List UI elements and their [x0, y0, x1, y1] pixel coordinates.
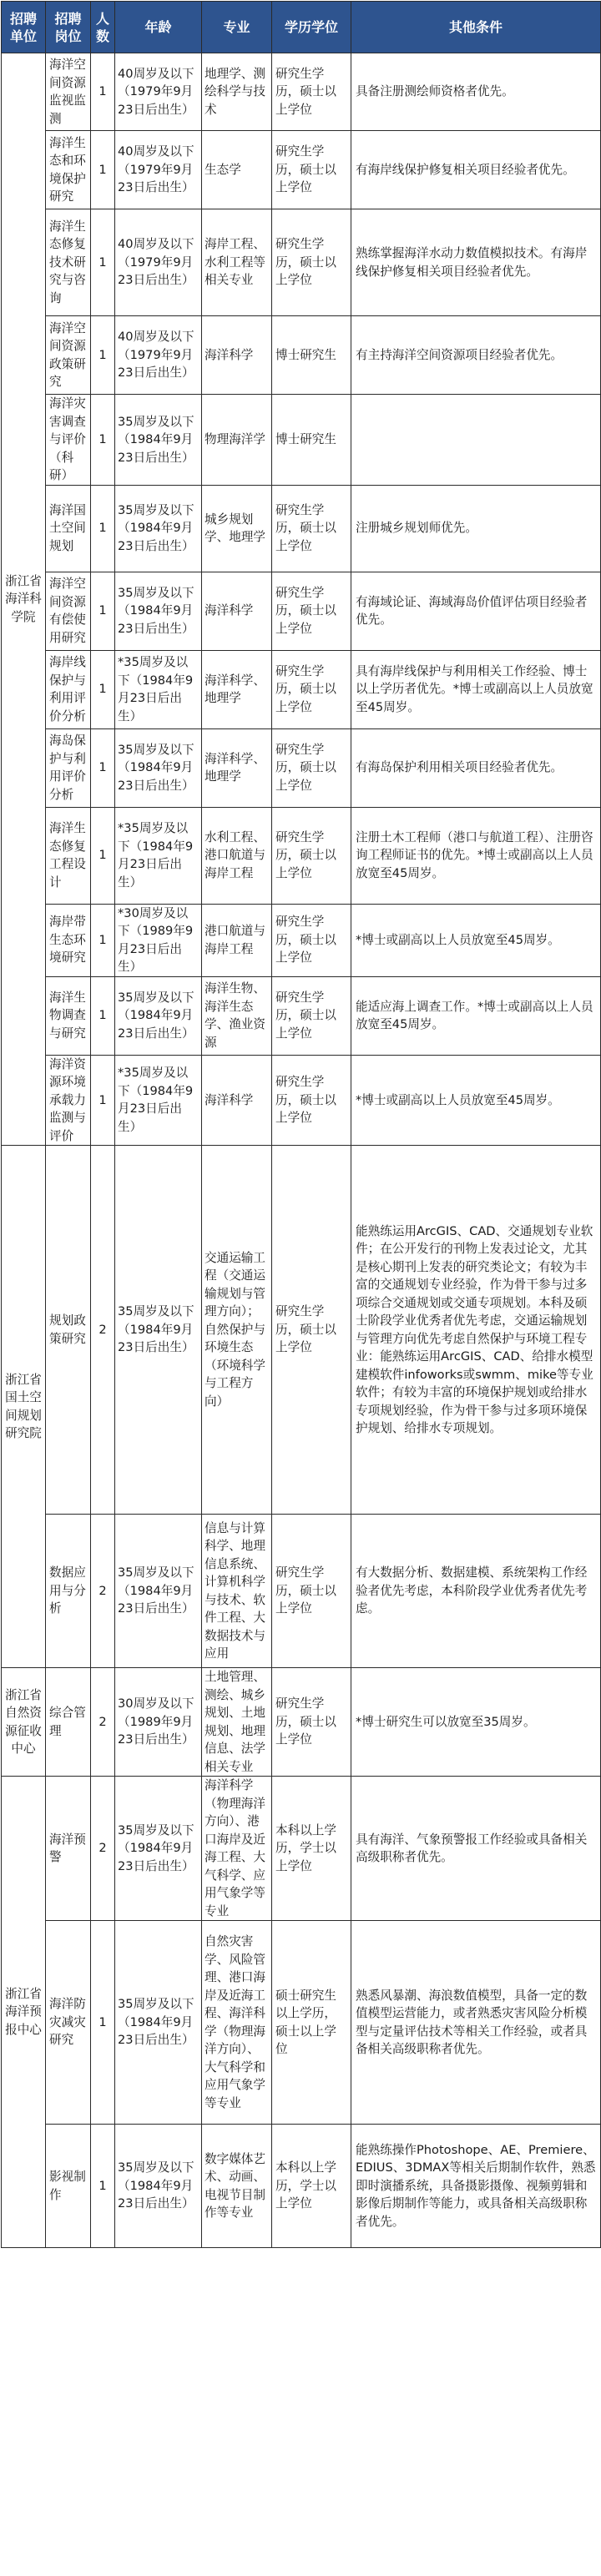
major-cell: 港口航道与海岸工程	[202, 904, 272, 976]
position-cell: 海洋预警	[46, 1777, 91, 1921]
major-cell: 地理学、测绘科学与技术	[202, 53, 272, 131]
degree-cell: 研究生学历，硕士以上学位	[272, 807, 351, 904]
degree-cell: 研究生学历，硕士以上学位	[272, 650, 351, 728]
degree-cell: 本科以上学历，学士以上学位	[272, 2125, 351, 2248]
position-cell: 海洋国土空间规划	[46, 485, 91, 572]
other-cell: 有海岛保护利用相关项目经验者优先。	[351, 728, 601, 807]
header-degree: 学历学位	[272, 2, 351, 53]
position-cell: 海洋空间资源监视监测	[46, 53, 91, 131]
table-row	[2, 395, 601, 486]
table-row	[2, 1515, 601, 1668]
major-cell: 土地管理、测绘、城乡规划、土地规划、地理信息、法学相关专业	[202, 1668, 272, 1777]
major-cell: 海洋科学、地理学	[202, 728, 272, 807]
age-cell: *35周岁及以下（1984年9月23日后出生）	[115, 650, 202, 728]
unit-cell: 浙江省国土空间规划研究院	[2, 1146, 46, 1668]
position-cell: 海岛保护与利用评价分析	[46, 728, 91, 807]
unit-cell: 浙江省自然资源征收中心	[2, 1668, 46, 1777]
major-cell: 城乡规划学、地理学	[202, 485, 272, 572]
recruitment-table	[1, 1, 601, 2248]
major-cell: 海洋科学	[202, 316, 272, 395]
table-row	[2, 572, 601, 650]
count-cell: 2	[91, 1515, 115, 1668]
table-row	[2, 1146, 601, 1515]
other-cell: 有主持海洋空间资源项目经验者优先。	[351, 316, 601, 395]
other-cell: 注册城乡规划师优先。	[351, 485, 601, 572]
count-cell: 1	[91, 650, 115, 728]
table-row	[2, 2125, 601, 2248]
degree-cell: 研究生学历，硕士以上学位	[272, 209, 351, 316]
degree-cell: 研究生学历，硕士以上学位	[272, 572, 351, 650]
major-cell: 水利工程、港口航道与海岸工程	[202, 807, 272, 904]
age-cell: 30周岁及以下（1989年9月23日后出生）	[115, 1668, 202, 1777]
major-cell: 数字媒体艺术、动画、电视节目制作等专业	[202, 2125, 272, 2248]
degree-cell: 研究生学历，硕士以上学位	[272, 131, 351, 209]
other-cell: *博士或副高以上人员放宽至45周岁。	[351, 1055, 601, 1146]
other-cell: 有大数据分析、数据建模、系统架构工作经验者优先考虑，本科阶段学业优秀者优先考虑。	[351, 1515, 601, 1668]
age-cell: 35周岁及以下（1984年9月23日后出生）	[115, 1777, 202, 1921]
position-cell: 海岸线保护与利用评价分析	[46, 650, 91, 728]
age-cell: 35周岁及以下（1984年9月23日后出生）	[115, 395, 202, 486]
age-cell: 35周岁及以下（1984年9月23日后出生）	[115, 2125, 202, 2248]
header-row	[2, 2, 601, 53]
table-row	[2, 728, 601, 807]
position-cell: 海洋防灾减灾研究	[46, 1921, 91, 2125]
major-cell: 交通运输工程（交通运输规划与管理方向）；自然保护与环境生态（环境科学与工程方向）	[202, 1146, 272, 1515]
table-row	[2, 1055, 601, 1146]
table-row	[2, 316, 601, 395]
degree-cell: 研究生学历，硕士以上学位	[272, 728, 351, 807]
age-cell: 35周岁及以下（1984年9月23日后出生）	[115, 572, 202, 650]
count-cell: 1	[91, 131, 115, 209]
table-row	[2, 1668, 601, 1777]
major-cell: 海洋科学	[202, 1055, 272, 1146]
degree-cell: 博士研究生	[272, 395, 351, 486]
count-cell: 1	[91, 728, 115, 807]
degree-cell: 本科以上学历，学士以上学位	[272, 1777, 351, 1921]
position-cell: 综合管理	[46, 1668, 91, 1777]
table-row	[2, 209, 601, 316]
degree-cell: 硕士研究生以上学历，硕士以上学位	[272, 1921, 351, 2125]
table-row	[2, 53, 601, 131]
count-cell: 1	[91, 976, 115, 1055]
position-cell: 海洋空间资源政策研究	[46, 316, 91, 395]
other-cell: 有海域论证、海域海岛价值评估项目经验者优先。	[351, 572, 601, 650]
table-row	[2, 1777, 601, 1921]
position-cell: 海洋灾害调查与评价（科研）	[46, 395, 91, 486]
count-cell: 1	[91, 1921, 115, 2125]
header-age: 年龄	[115, 2, 202, 53]
other-cell: 熟悉风暴潮、海浪数值模型，具备一定的数值模型运营能力，或者熟悉灾害风险分析模型与定量评估技术等相关工作经验，或者具备相关高级职称者优先。	[351, 1921, 601, 2125]
other-cell: 具有海岸线保护与利用相关工作经验、博士以上学历者优先。*博士或副高以上人员放宽至45周岁。	[351, 650, 601, 728]
count-cell: 1	[91, 53, 115, 131]
table-row	[2, 650, 601, 728]
other-cell	[351, 395, 601, 486]
other-cell: 能熟练运用ArcGIS、CAD、交通规划专业软件；在公开发行的刊物上发表过论文，尤其是核心期刊上发表的研究类论文；有较为丰富的交通规划专业经验，作为骨干参与过多项综合交通规划或交通专项规划。本科及硕士阶段学业优秀者优先考虑，交通运输规划与管理方向优先考虑自然保护与环境工程专业：能熟练运用ArcGIS、CAD、给排水模型建模软件infoworks或swmm、mike等专业软件；有较为丰富的环境保护规划或给排水专项规划经验，作为骨干参与过多项环境保护规划、给排水专项规划。	[351, 1146, 601, 1515]
degree-cell: 研究生学历，硕士以上学位	[272, 1146, 351, 1515]
degree-cell: 研究生学历，硕士以上学位	[272, 1055, 351, 1146]
major-cell: 海洋科学	[202, 572, 272, 650]
age-cell: 35周岁及以下（1984年9月23日后出生）	[115, 485, 202, 572]
age-cell: *30周岁及以下（1989年9月23日后出生）	[115, 904, 202, 976]
age-cell: 35周岁及以下（1984年9月23日后出生）	[115, 1146, 202, 1515]
age-cell: 35周岁及以下（1984年9月23日后出生）	[115, 728, 202, 807]
other-cell: *博士或副高以上人员放宽至45周岁。	[351, 904, 601, 976]
age-cell: *35周岁及以下（1984年9月23日后出生）	[115, 1055, 202, 1146]
age-cell: 40周岁及以下（1979年9月23日后出生）	[115, 131, 202, 209]
degree-cell: 博士研究生	[272, 316, 351, 395]
position-cell: 数据应用与分析	[46, 1515, 91, 1668]
position-cell: 海洋资源环境承载力监测与评价	[46, 1055, 91, 1146]
header-unit: 招聘单位	[2, 2, 46, 53]
degree-cell: 研究生学历，硕士以上学位	[272, 1668, 351, 1777]
age-cell: 40周岁及以下（1979年9月23日后出生）	[115, 53, 202, 131]
header-position: 招聘岗位	[46, 2, 91, 53]
age-cell: 35周岁及以下（1984年9月23日后出生）	[115, 1515, 202, 1668]
degree-cell: 研究生学历，硕士以上学位	[272, 1515, 351, 1668]
count-cell: 1	[91, 1055, 115, 1146]
position-cell: 规划政策研究	[46, 1146, 91, 1515]
major-cell: 物理海洋学	[202, 395, 272, 486]
header-major: 专业	[202, 2, 272, 53]
table-row	[2, 1921, 601, 2125]
count-cell: 2	[91, 1777, 115, 1921]
count-cell: 1	[91, 316, 115, 395]
degree-cell: 研究生学历，硕士以上学位	[272, 904, 351, 976]
other-cell: 具备注册测绘师资格者优先。	[351, 53, 601, 131]
header-other: 其他条件	[351, 2, 601, 53]
age-cell: 35周岁及以下（1984年9月23日后出生）	[115, 976, 202, 1055]
count-cell: 1	[91, 807, 115, 904]
position-cell: 影视制作	[46, 2125, 91, 2248]
position-cell: 海洋空间资源有偿使用研究	[46, 572, 91, 650]
count-cell: 1	[91, 2125, 115, 2248]
degree-cell: 研究生学历，硕士以上学位	[272, 485, 351, 572]
major-cell: 信息与计算科学、地理信息系统、计算机科学与技术、软件工程、大数据技术与应用	[202, 1515, 272, 1668]
position-cell: 海洋生物调查与研究	[46, 976, 91, 1055]
position-cell: 海洋生态和环境保护研究	[46, 131, 91, 209]
age-cell: *35周岁及以下（1984年9月23日后出生）	[115, 807, 202, 904]
count-cell: 1	[91, 485, 115, 572]
table-row	[2, 807, 601, 904]
header-count: 人数	[91, 2, 115, 53]
table-row	[2, 904, 601, 976]
major-cell: 自然灾害学、风险管理、港口海岸及近海工程、海洋科学（物理海洋方向）、大气科学和应用气象学等专业	[202, 1921, 272, 2125]
position-cell: 海洋生态修复技术研究与咨询	[46, 209, 91, 316]
count-cell: 1	[91, 209, 115, 316]
degree-cell: 研究生学历，硕士以上学位	[272, 976, 351, 1055]
age-cell: 35周岁及以下（1984年9月23日后出生）	[115, 1921, 202, 2125]
major-cell: 海岸工程、水利工程等相关专业	[202, 209, 272, 316]
other-cell: 能适应海上调查工作。*博士或副高以上人员放宽至45周岁。	[351, 976, 601, 1055]
table-body	[2, 53, 601, 2248]
table-row	[2, 485, 601, 572]
major-cell: 生态学	[202, 131, 272, 209]
table-row	[2, 976, 601, 1055]
table-row	[2, 131, 601, 209]
unit-cell: 浙江省海洋预报中心	[2, 1777, 46, 2248]
position-cell: 海洋生态修复工程设计	[46, 807, 91, 904]
other-cell: 有海岸线保护修复相关项目经验者优先。	[351, 131, 601, 209]
count-cell: 2	[91, 1146, 115, 1515]
age-cell: 40周岁及以下（1979年9月23日后出生）	[115, 316, 202, 395]
other-cell: 注册土木工程师（港口与航道工程）、注册咨询工程师证书的优先。*博士或副高以上人员放宽至45周岁。	[351, 807, 601, 904]
other-cell: *博士研究生可以放宽至35周岁。	[351, 1668, 601, 1777]
position-cell: 海岸带生态环境研究	[46, 904, 91, 976]
major-cell: 海洋科学、地理学	[202, 650, 272, 728]
degree-cell: 研究生学历，硕士以上学位	[272, 53, 351, 131]
unit-cell: 浙江省海洋科学院	[2, 53, 46, 1146]
count-cell: 1	[91, 572, 115, 650]
major-cell: 海洋科学（物理海洋方向）、港口海岸及近海工程、大气科学、应用气象学等专业	[202, 1777, 272, 1921]
count-cell: 1	[91, 904, 115, 976]
age-cell: 40周岁及以下（1979年9月23日后出生）	[115, 209, 202, 316]
other-cell: 熟练掌握海洋水动力数值模拟技术。有海岸线保护修复相关项目经验者优先。	[351, 209, 601, 316]
other-cell: 能熟练操作Photoshope、AE、Premiere、EDIUS、3DMAX等相关后期制作软件，熟悉即时演播系统，具备摄影摄像、视频剪辑和影像后期制作等能力，或具备相关高级职称者优先。	[351, 2125, 601, 2248]
count-cell: 1	[91, 395, 115, 486]
other-cell: 具有海洋、气象预警报工作经验或具备相关高级职称者优先。	[351, 1777, 601, 1921]
major-cell: 海洋生物、海洋生态学、渔业资源	[202, 976, 272, 1055]
count-cell: 2	[91, 1668, 115, 1777]
